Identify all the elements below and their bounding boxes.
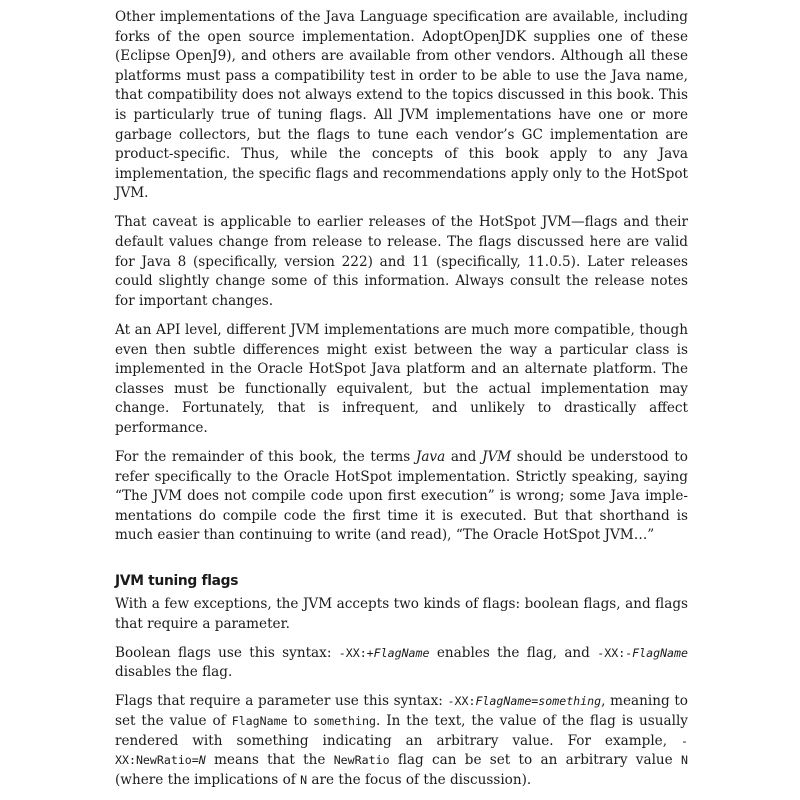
text: flag can be set to an arbitrary value <box>389 752 681 769</box>
text: , meaning to set the value of <box>115 693 688 729</box>
paragraph-caveat: That caveat is applicable to earlier releases of the HotSpot JVM—flags and their default values change from release to release. The flags discussed here are valid for Java 8 (specifically, version 222) and 11 (specifically, 11.0.5). Later releases could slightly change some of this information. Always consult the release notes for important changes. <box>115 214 688 309</box>
code-parameter-flag: -XX:FlagName=something <box>447 694 602 709</box>
text: are the focus of the discussion). <box>307 771 532 788</box>
paragraph-api-level: At an API level, different JVM implementations are much more compatible, though even then subtle differences might exist between the way a particular class is implemented in the Oracle HotSpot Java platform and an alternate platform. The classes must be functionally equivalent, but the actual implementation may change. Fortunately, that is infrequent, and unlikely to drastically affect performance. <box>115 321 688 436</box>
term-jvm: JVM <box>482 448 512 465</box>
paragraph-remainder <box>115 448 688 546</box>
text: means that the <box>205 752 334 769</box>
code-something: something <box>313 713 376 728</box>
text: . In the text, the value of the flag is usually rendered with something indicating an arbitrary value. For example, <box>115 712 688 749</box>
code-newratio-flag: -XX:NewRatio=N <box>115 733 688 768</box>
code-n-value: N <box>300 772 308 787</box>
paragraph-flag-kinds: With a few exceptions, the JVM accepts two kinds of flags: boolean flags, and flags that require a parameter. <box>115 595 688 632</box>
section-heading: JVM tuning flags <box>115 572 239 589</box>
text: and <box>445 448 482 465</box>
text: Boolean flags use this syntax: <box>115 644 339 661</box>
code-newratio: NewRatio <box>333 753 390 768</box>
text: to <box>287 712 314 729</box>
code-enable-flag: -XX:+FlagName <box>338 645 430 660</box>
text: should be understood to refer specifically to the Oracle HotSpot implementation. Strictly speaking, saying “The JVM does not compile code upon first execution” is wrong; some Java implementations do compile code the first time it is executed. But that shorthand is much easier than continuing to write (and read), “The Oracle HotSpot JVM…” <box>115 448 688 544</box>
code-n-value: N <box>681 753 688 768</box>
text: disables the flag. <box>115 664 233 681</box>
text: For the remainder of this book, the terms <box>115 448 416 465</box>
code-disable-flag: -XX:-FlagName <box>597 645 688 660</box>
code-flagname: FlagName <box>231 713 288 728</box>
paragraph-parameter-flags <box>115 692 688 790</box>
term-java: Java <box>415 448 446 465</box>
paragraph-boolean-flags <box>115 644 688 683</box>
text: (where the implications of <box>115 771 301 788</box>
text: enables the flag, and <box>429 644 598 661</box>
paragraph-other-implementations: Other implementations of the Java Language specification are available, including forks of the open source implementation. AdoptOpenJDK supplies one of these (Eclipse OpenJ9), and others are available from other vendors. Although all these platforms must pass a compatibility test in order to be able to use the Java name, that compatibility does not always extend to the topics discussed in this book. This is particularly true of tuning flags. All JVM implementations have one or more garbage collectors, but the flags to tune each vendor’s GC implementation are product-specific. Thus, while the concepts of this book apply to any Java implementation, the specific flags and recommendations apply only to the HotSpot JVM. <box>115 9 688 202</box>
text: Flags that require a parameter use this syntax: <box>115 693 448 710</box>
